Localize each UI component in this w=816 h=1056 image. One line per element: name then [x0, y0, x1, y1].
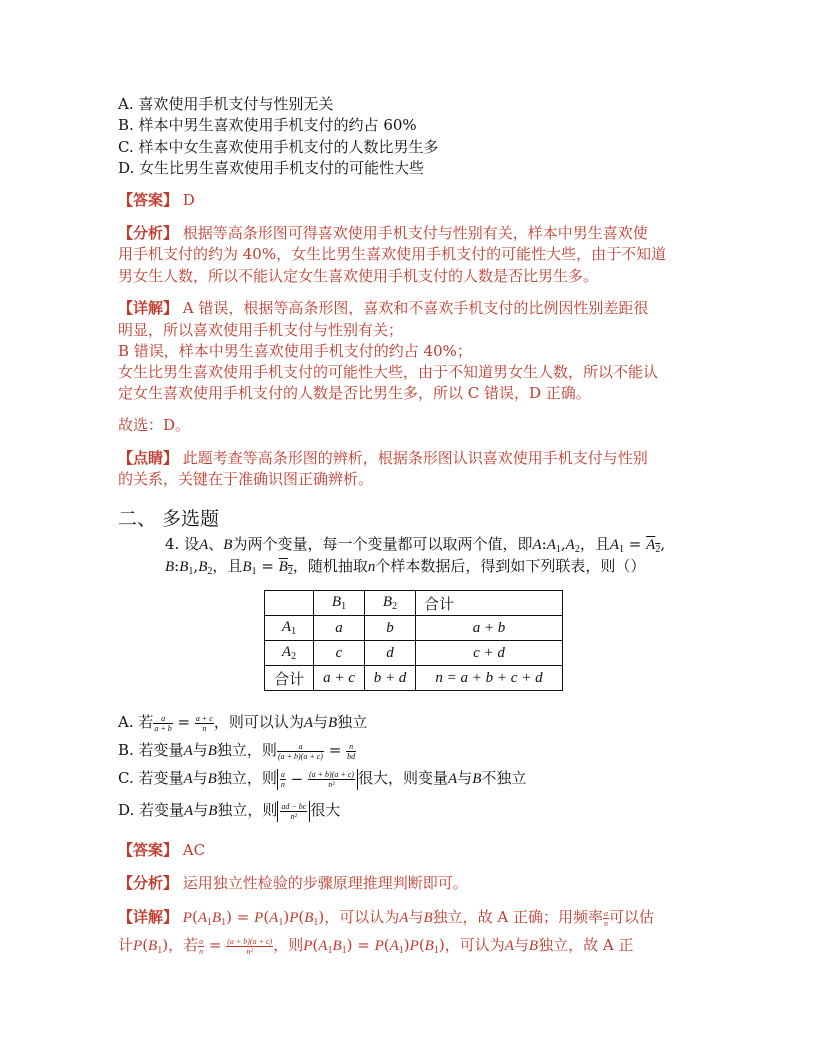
detail-text: 与 [513, 936, 529, 954]
fraction: $\frac{a}{n}$ [199, 936, 204, 956]
option-text: 独立 [337, 713, 368, 731]
q4-option-d: D. 若变量A与B独立，则 $\frac{ad - bc}{\text{n²}}$ 很大 [118, 801, 341, 821]
fraction: $\frac{a}{a + b}$ [154, 713, 172, 733]
stem-text: 个样本数据后，得到如下列联表，则（） [375, 557, 646, 575]
absolute-value: $\frac{ad - bc}{\text{n²}}$ [277, 801, 310, 822]
table-cell: b + d [365, 666, 416, 691]
table-cell: $B_1$ [314, 591, 365, 616]
option-text: 很大 [310, 801, 341, 819]
table-cell: a + b [416, 616, 563, 641]
table-cell: b [365, 616, 416, 641]
detail-label: 【详解】 [118, 908, 179, 926]
option-text: 独立，则 [217, 801, 278, 819]
q4-number: 4. [165, 535, 180, 553]
contingency-table [264, 590, 563, 691]
stem-text: ，随机抽取 [292, 557, 368, 575]
q4-detail-line-2: 计$P(B_1)$，若 $\frac{a}{n}$ = $\frac{(a + b)(a + c)}{\text{n²}}$ ，则$P(A_1B_1) = P(A_1)P(B_1)$，可认为A与B独立，故 A 正 [118, 936, 634, 956]
option-text: C. 若变量 [118, 769, 184, 787]
analysis-text: 运用独立性检验的步骤原理推理判断即可。 [182, 874, 468, 892]
answer-value: D [182, 191, 195, 209]
table-cell: c [314, 641, 365, 666]
table-cell: $A_1$ [265, 616, 314, 641]
q3-comment-line-2: 的关系，关键在于准确识图正确辨析。 [118, 470, 374, 488]
q3-choice: 故选：D。 [118, 416, 191, 434]
q3-analysis-line-3: 男女生人数，所以不能认定女生喜欢使用手机支付的人数是否比男生多。 [118, 267, 599, 285]
option-text: 独立，则 [216, 741, 277, 759]
q3-analysis-line-2: 用手机支付的约为 40%，女生比男生喜欢使用手机支付的可能性大些，由于不知道 [118, 245, 667, 263]
table-cell: 合计 [265, 666, 314, 691]
table-cell: n = a + b + c + d [416, 666, 563, 691]
option-text: A. 若 [118, 713, 154, 731]
analysis-label: 【分析】 [118, 874, 179, 892]
option-text: 不独立 [481, 769, 527, 787]
fraction: $\frac{a}{n}$ [604, 908, 609, 928]
stem-text: 设 [184, 535, 200, 553]
q4-stem-line-2: $B:B_1,B_2$，且$B_1 = B_2$，随机抽取n个样本数据后，得到如下列联表，则（） [165, 557, 646, 577]
table-cell: a [314, 616, 365, 641]
q3-detail-line-3: B 错误，样本中男生喜欢使用手机支付的约占 40%； [118, 342, 472, 360]
option-text: D. 若变量 [118, 801, 185, 819]
table-cell: $B_2$ [365, 591, 416, 616]
q4-detail-line-1: 【详解】 $P(A_1B_1) = P(A_1)P(B_1)$，可以认为A与B独立，故 A 正确；用频率 $\frac{a}{n}$ 可以估 [118, 908, 655, 928]
q4-analysis [118, 873, 468, 894]
option-text: ，则可以认为 [213, 713, 304, 731]
detail-text: A 错误，根据等高条形图，喜欢和不喜欢手机支付的比例因性别差距很 [182, 299, 649, 317]
option-text: 与 [192, 741, 208, 759]
table-cell [265, 591, 314, 616]
q3-detail-line-1 [118, 298, 648, 319]
detail-text: 与 [408, 908, 424, 926]
q3-option-d: D. 女生比男生喜欢使用手机支付的可能性大些 [118, 159, 425, 177]
detail-text: 可以估 [609, 908, 655, 926]
stem-text: ，且 [579, 535, 610, 553]
answer-label: 【答案】 [118, 841, 179, 859]
q3-detail-line-5: 定女生喜欢使用手机支付的人数是否比男生多，所以 C 错误，D 正确。 [118, 384, 591, 402]
table-row [265, 616, 563, 641]
q4-option-b: B. 若变量A与B独立，则 $\frac{a}{(a + b)(a + c)}$ = $\frac{n}{bd}$ [118, 741, 356, 761]
detail-text: 独立，故 A 正确；用频率 [432, 908, 604, 926]
option-text: 很大，则变量 [357, 769, 448, 787]
table-cell: d [365, 641, 416, 666]
absolute-value: $\frac{a}{n}$ − $\frac{(a + b)(a + c)}{\text{n²}}$ [277, 769, 358, 790]
detail-text: 计 [118, 936, 134, 954]
table-cell: $A_2$ [265, 641, 314, 666]
analysis-text: 根据等高条形图可得喜欢使用手机支付与性别有关，样本中男生喜欢使 [182, 224, 648, 242]
stem-text: 为两个变量，每一个变量都可以取两个值，即 [232, 535, 533, 553]
table-cell: c + d [416, 641, 563, 666]
answer-value: AC [182, 841, 206, 859]
table-cell: a + c [314, 666, 365, 691]
q4-stem-line-1: 4. 设A、B为两个变量，每一个变量都可以取两个值，即$A:A_1,A_2$，且$A_1 = A_2$, [165, 535, 666, 555]
q3-detail-line-2: 明显，所以喜欢使用手机支付与性别有关； [118, 321, 404, 339]
q3-detail-line-4: 女生比男生喜欢使用手机支付的可能性大些，由于不知道男女生人数，所以不能认 [118, 363, 659, 381]
option-text: 与 [192, 769, 208, 787]
detail-text: 独立，故 A 正 [538, 936, 634, 954]
q4-answer [118, 840, 205, 861]
table-cell: 合计 [416, 591, 563, 616]
detail-label: 【详解】 [118, 299, 179, 317]
detail-text: ，可以认为 [324, 908, 400, 926]
comment-text: 此题考查等高条形图的辨析，根据条形图认识喜欢使用手机支付与性别 [182, 449, 648, 467]
q3-option-c: C. 样本中女生喜欢使用手机支付的人数比男生多 [118, 138, 439, 156]
table-row [265, 666, 563, 691]
analysis-label: 【分析】 [118, 224, 179, 242]
option-text: 与 [313, 713, 329, 731]
fraction: $\frac{a}{(a + b)(a + c)}$ [277, 741, 323, 761]
section-heading: 二、 多选题 [118, 508, 220, 530]
q3-answer [118, 190, 195, 211]
option-text: B. 若变量 [118, 741, 184, 759]
q4-option-c: C. 若变量A与B独立，则 $\frac{a}{n}$ − $\frac{(a + b)(a + c)}{\text{n²}}$ 很大，则变量A与B不独立 [118, 769, 527, 789]
q3-option-b: B. 样本中男生喜欢使用手机支付的约占 60% [118, 116, 417, 134]
stem-text: ，且 [212, 557, 243, 575]
fraction: $\frac{(a + b)(a + c)}{\text{n²}}$ [227, 936, 273, 956]
comment-label: 【点睛】 [118, 449, 179, 467]
option-text: 与 [193, 801, 209, 819]
detail-text: ，则 [273, 936, 304, 954]
fraction: $\frac{n}{bd}$ [347, 741, 356, 761]
detail-text: ，若 [168, 936, 199, 954]
table-header-row [265, 591, 563, 616]
table-row [265, 641, 563, 666]
q3-option-a: A. 喜欢使用手机支付与性别无关 [118, 95, 334, 113]
option-text: 与 [457, 769, 473, 787]
detail-text: ，可认为 [444, 936, 505, 954]
option-text: 独立，则 [216, 769, 277, 787]
answer-label: 【答案】 [118, 191, 179, 209]
fraction: $\frac{a + c}{n}$ [195, 713, 213, 733]
q4-option-a: A. 若 $\frac{a}{a + b}$ = $\frac{a + c}{n}$ ，则可以认为A与B独立 [118, 713, 368, 733]
q3-analysis-line-1 [118, 223, 648, 244]
q3-comment-line-1 [118, 448, 648, 469]
